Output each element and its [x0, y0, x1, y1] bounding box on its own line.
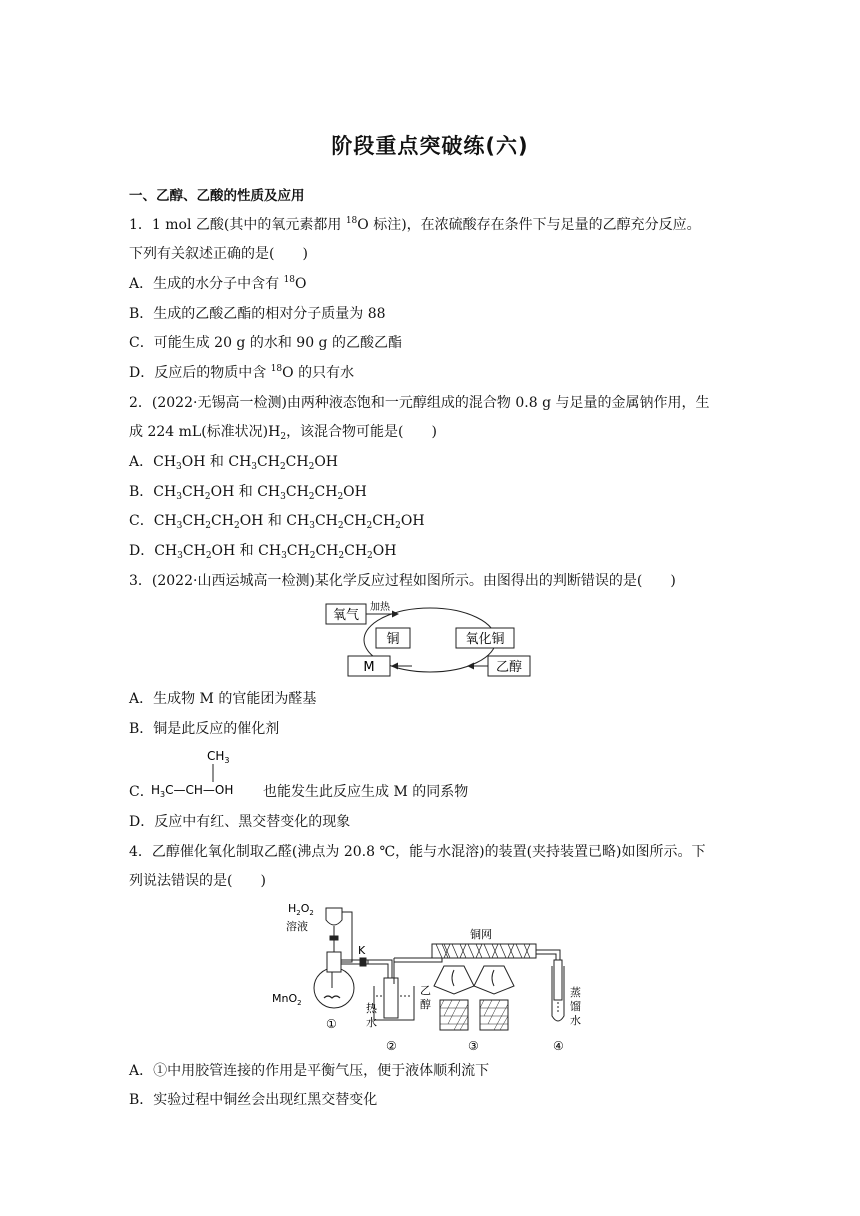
svg-text:铜: 铜 [386, 632, 400, 647]
section-heading: 一、乙醇、乙酸的性质及应用 [129, 188, 305, 204]
svg-text:氧化铜: 氧化铜 [465, 632, 505, 647]
solution-label: 溶液 [286, 920, 308, 933]
copper-box [376, 628, 410, 648]
distilled-label-3: 水 [570, 1014, 581, 1027]
hot-water-label-1: 热 [366, 1002, 377, 1015]
q3-stem: 3．(2022·山西运城高一检测)某化学反应过程如图所示。由图得出的判断错误的是( ) [129, 573, 676, 589]
svg-text:氧气: 氧气 [332, 608, 360, 623]
svg-text:M: M [363, 660, 375, 675]
q1-option-d: D．反应后的物质中含 $^{18}$O 的只有水 [129, 364, 355, 381]
q3-option-a: A．生成物 M 的官能团为醛基 [129, 691, 317, 707]
svg-text:乙醇: 乙醇 [495, 660, 523, 675]
distilled-label-1: 蒸 [570, 986, 581, 999]
isopropanol-structure [149, 742, 267, 802]
copper-mesh-label: 铜网 [470, 928, 492, 941]
q3-option-c: C． $CH_3$ $H_3C—CH—OH$ 也能发生此反应生成 M 的同系物 [129, 742, 729, 802]
q2-option-a: A．$CH_3OH$ 和 $CH_3CH_2CH_2OH$ [129, 454, 339, 472]
q2-option-d: D．$CH_3CH_2OH$ 和 $CH_3CH_2CH_2CH_2OH$ [129, 543, 397, 561]
label-1: ① [326, 1017, 337, 1031]
q2-stem: 2．(2022·无锡高一检测)由两种液态饱和一元醇组成的混合物 0.8 g 与足量的金属钠作用，生 [129, 395, 710, 411]
q3-option-b: B．铜是此反应的催化剂 [129, 721, 280, 737]
label-4: ④ [553, 1039, 564, 1053]
apparatus-diagram [268, 896, 598, 1056]
q1-stem-line2: 下列有关叙述正确的是( ) [129, 246, 308, 262]
q1-option-c: C．可能生成 20 g 的水和 90 g 的乙酸乙酯 [129, 335, 402, 351]
page-title: 阶段重点突破练(六) [331, 134, 529, 158]
q3-option-d: D．反应中有红、黑交替变化的现象 [129, 814, 351, 830]
q4-option-b: B．实验过程中铜丝会出现红黑交替变化 [129, 1092, 378, 1108]
q4-stem: 4．乙醇催化氧化制取乙醛(沸点为 20.8 ℃，能与水混溶)的装置(夹持装置已略)如图所示。下 [129, 844, 706, 860]
ethanol-label-1: 乙 [420, 984, 431, 997]
copper-oxide-box [456, 628, 514, 648]
q1-option-a: A．生成的水分子中含有 $^{18}$O [129, 275, 307, 292]
m-box [348, 656, 390, 676]
q4-stem-line2: 列说法错误的是( ) [129, 873, 266, 889]
h2o2-label: $H_2O_2$ [288, 902, 314, 917]
oxygen-box [326, 604, 366, 624]
q2-option-c: C．$CH_3CH_2CH_2OH$ 和 $CH_3CH_2CH_2CH_2OH$ [129, 513, 425, 531]
q2-option-b: B．$CH_3CH_2OH$ 和 $CH_3CH_2CH_2OH$ [129, 484, 367, 502]
q2-stem-line2: 成 224 mL(标准状况)$H_2$，该混合物可能是( ) [129, 424, 437, 442]
svg-text:H3C—CH—OH: $H_3C—CH—OH$ [151, 783, 234, 799]
ethanol-box [488, 656, 530, 676]
label-3: ③ [468, 1039, 479, 1053]
q1-stem: 1．1 mol 乙酸(其中的氧元素都用 $^{18}$O 标注)，在浓硫酸存在条件下与足量的乙醇充分反应。 [129, 216, 701, 233]
cycle-diagram [320, 596, 540, 682]
label-2: ② [386, 1039, 397, 1053]
mno2-label: MnO$_2$ [272, 992, 302, 1007]
q1-option-b: B．生成的乙酸乙酯的相对分子质量为 88 [129, 306, 386, 322]
heat-label: 加热 [370, 602, 390, 613]
distilled-label-2: 馏 [570, 1000, 581, 1013]
hot-water-label-2: 水 [366, 1016, 377, 1029]
q4-option-a: A．①中用胶管连接的作用是平衡气压，便于液体顺利流下 [129, 1063, 490, 1079]
svg-text:CH3: $CH_3$ [207, 749, 230, 765]
k-label: K [358, 944, 366, 957]
ethanol-label-2: 醇 [420, 998, 431, 1011]
